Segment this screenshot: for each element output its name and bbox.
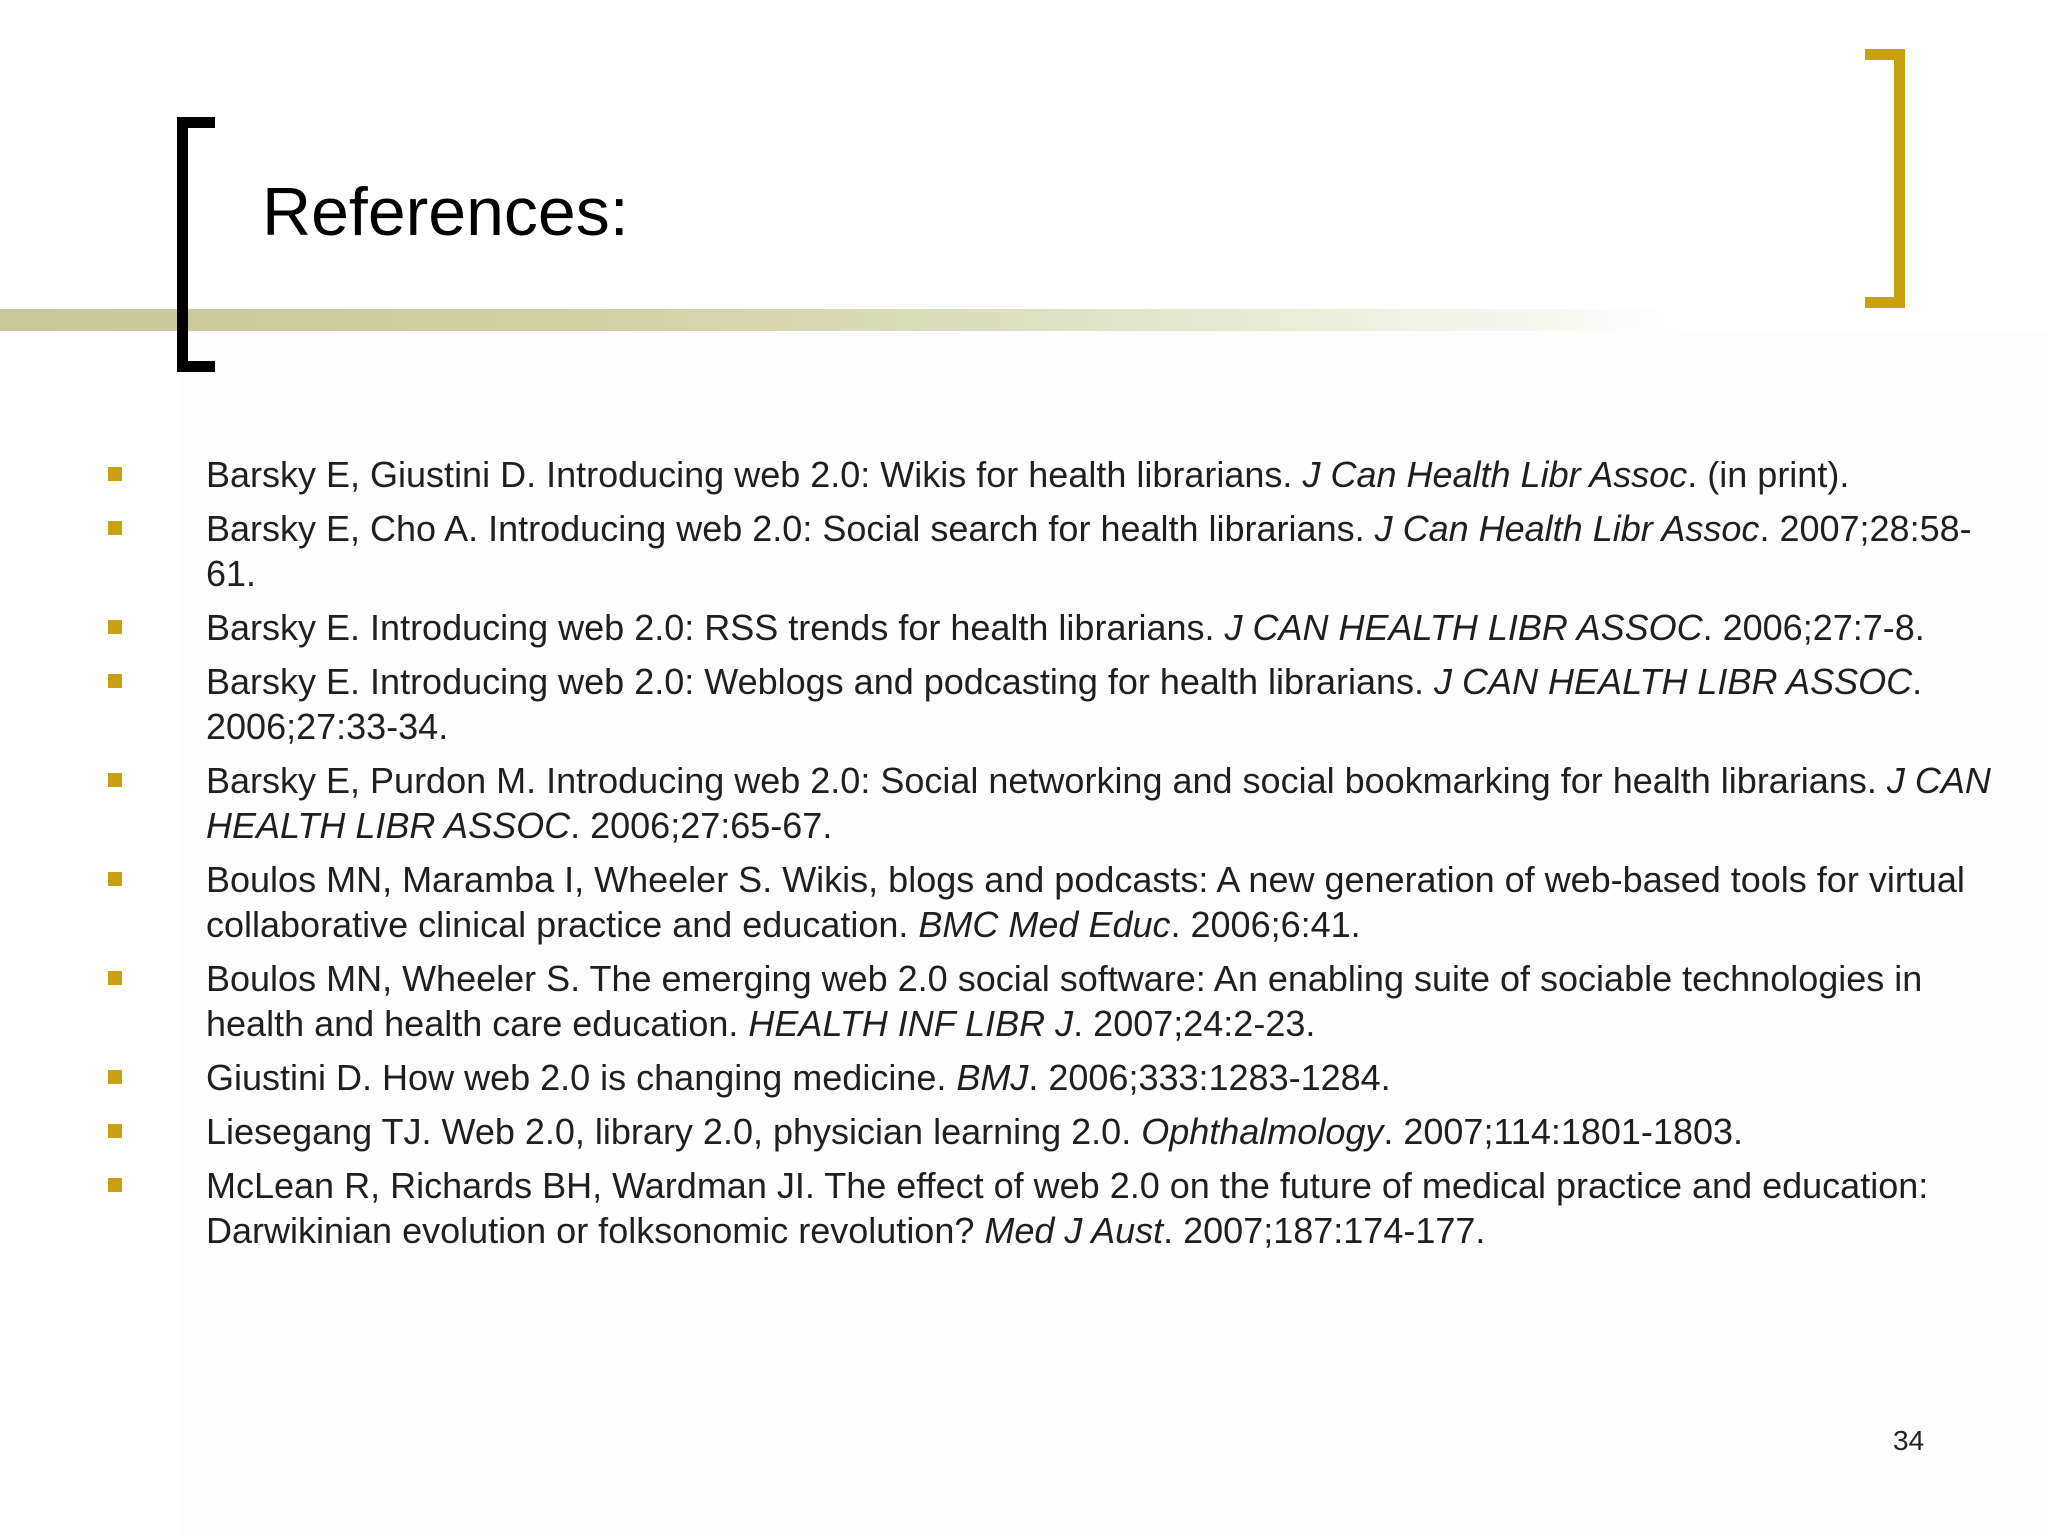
reference-item xyxy=(0,857,2048,947)
reference-text: McLean R, Richards BH, Wardman JI. The effect of web 2.0 on the future of medical practice and education: Darwikinian evolution or folksonomic revolution? xyxy=(206,1165,1929,1251)
square-bullet-icon xyxy=(108,467,122,481)
journal-name: J Can Health Libr Assoc xyxy=(1374,508,1760,549)
reference-item xyxy=(0,506,2048,596)
square-bullet-icon xyxy=(108,1070,122,1084)
reference-citation: . 2006;27:33-34. xyxy=(206,661,1923,747)
reference-citation: . 2006;27:65-67. xyxy=(570,805,833,846)
right-bracket-decoration xyxy=(1865,49,1905,308)
square-bullet-icon xyxy=(108,521,122,535)
reference-citation: . 2007;187:174-177. xyxy=(1163,1210,1486,1251)
reference-item xyxy=(0,758,2048,848)
reference-text: Boulos MN, Wheeler S. The emerging web 2.0 social software: An enabling suite of sociable technologies in health and health care education. xyxy=(206,958,1923,1044)
reference-citation: . 2006;333:1283-1284. xyxy=(1028,1057,1391,1098)
journal-name: BMC Med Educ xyxy=(918,904,1171,945)
reference-text: Barsky E, Purdon M. Introducing web 2.0: Social networking and social bookmarking for health librarians. xyxy=(206,760,1887,801)
reference-citation: . (in print). xyxy=(1687,454,1850,495)
reference-citation: . 2006;6:41. xyxy=(1170,904,1361,945)
square-bullet-icon xyxy=(108,773,122,787)
reference-item xyxy=(0,452,2048,497)
reference-citation: . 2006;27:7-8. xyxy=(1702,607,1925,648)
reference-citation: . 2007;24:2-23. xyxy=(1073,1003,1316,1044)
square-bullet-icon xyxy=(108,1124,122,1138)
reference-text: Boulos MN, Maramba I, Wheeler S. Wikis, blogs and podcasts: A new generation of web-based tools for virtual collaborative clinical practice and education. xyxy=(206,859,1965,945)
square-bullet-icon xyxy=(108,1178,122,1192)
reference-item xyxy=(0,1163,2048,1253)
reference-item xyxy=(0,659,2048,749)
reference-item xyxy=(0,605,2048,650)
journal-name: BMJ xyxy=(956,1057,1029,1098)
reference-citation: . 2007;28:58-61. xyxy=(206,508,1972,594)
journal-name: Med J Aust xyxy=(984,1210,1164,1251)
reference-text: Barsky E. Introducing web 2.0: Weblogs and podcasting for health librarians. xyxy=(206,661,1435,702)
journal-name: HEALTH INF LIBR J xyxy=(748,1003,1074,1044)
journal-name: Ophthalmology xyxy=(1141,1111,1384,1152)
page-number: 34 xyxy=(1893,1425,1925,1456)
journal-name: J CAN HEALTH LIBR ASSOC xyxy=(1434,661,1913,702)
reference-item xyxy=(0,1109,2048,1154)
left-bracket-decoration xyxy=(177,117,215,372)
reference-text: Giustini D. How web 2.0 is changing medicine. xyxy=(206,1057,957,1098)
journal-name: J CAN HEALTH LIBR ASSOC xyxy=(206,760,1991,846)
reference-text: Barsky E, Cho A. Introducing web 2.0: Social search for health librarians. xyxy=(206,508,1375,549)
title-rule xyxy=(0,309,1690,331)
reference-citation: . 2007;114:1801-1803. xyxy=(1383,1111,1744,1152)
square-bullet-icon xyxy=(108,872,122,886)
reference-text: Liesegang TJ. Web 2.0, library 2.0, physician learning 2.0. xyxy=(206,1111,1142,1152)
reference-item xyxy=(0,1055,2048,1100)
reference-list xyxy=(0,452,2048,1262)
journal-name: J CAN HEALTH LIBR ASSOC xyxy=(1224,607,1703,648)
journal-name: J Can Health Libr Assoc xyxy=(1302,454,1688,495)
slide-title: References: xyxy=(262,174,629,250)
reference-text: Barsky E, Giustini D. Introducing web 2.0: Wikis for health librarians. xyxy=(206,454,1303,495)
square-bullet-icon xyxy=(108,620,122,634)
square-bullet-icon xyxy=(108,674,122,688)
square-bullet-icon xyxy=(108,971,122,985)
reference-text: Barsky E. Introducing web 2.0: RSS trends for health librarians. xyxy=(206,607,1225,648)
reference-item xyxy=(0,956,2048,1046)
